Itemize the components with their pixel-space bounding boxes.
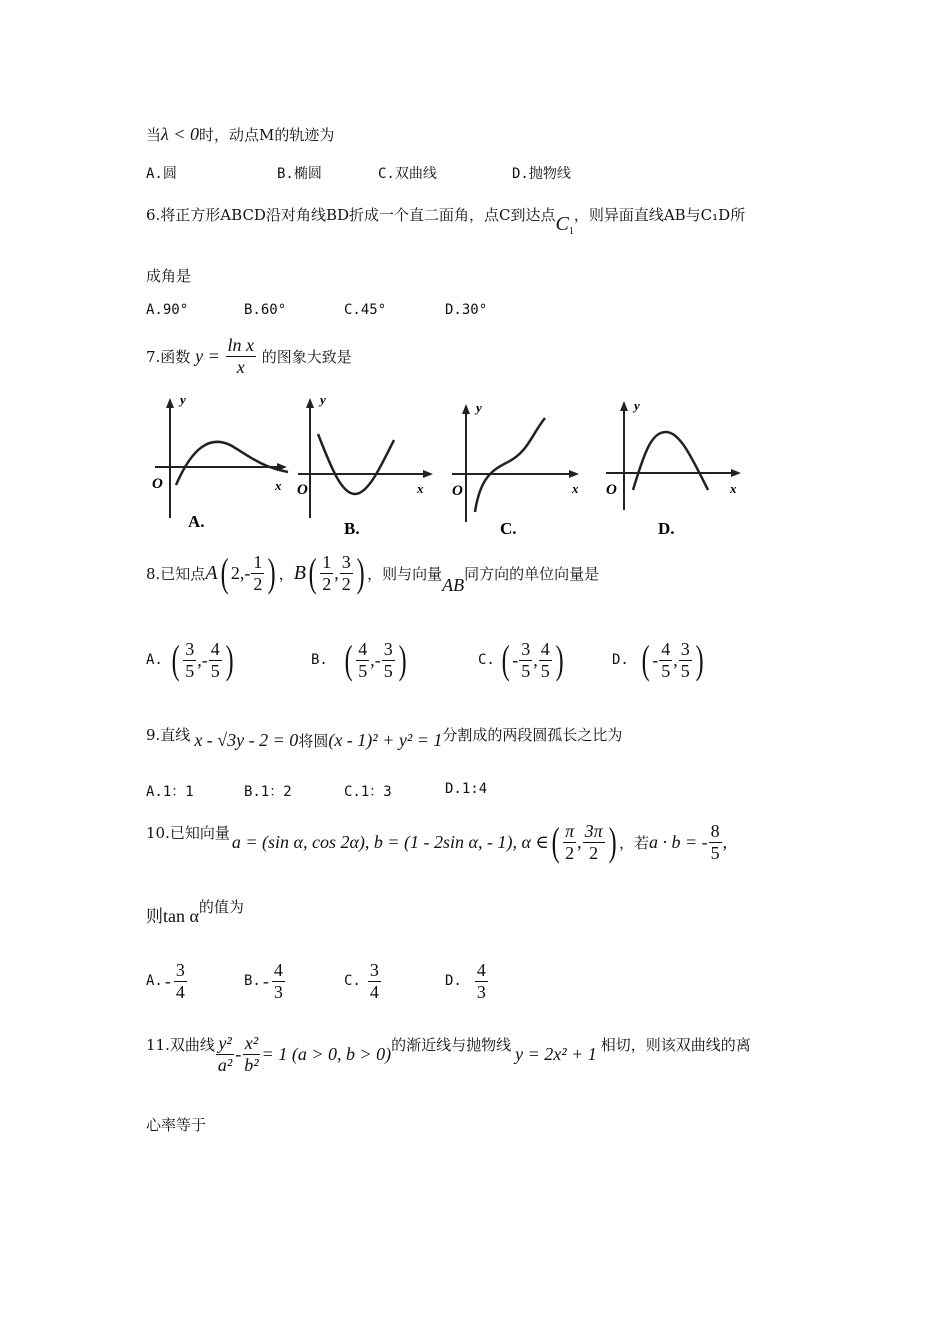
graph-b-origin: O bbox=[297, 482, 308, 498]
q8-option-c: C. ( - $\frac{3}{5}$ , $\frac{4}{5}$ ) bbox=[478, 637, 564, 683]
graph-a bbox=[152, 392, 288, 531]
q8-option-b: B. ( $\frac{4}{5}$ , - $\frac{3}{5}$ ) bbox=[311, 637, 407, 683]
q10-option-b: B. - $\frac{4}{3}$ bbox=[244, 960, 283, 1002]
graph-c-x-label: x bbox=[572, 481, 579, 496]
q5-stem: 当λ < 0时，动点M的轨迹为 bbox=[146, 124, 335, 144]
q6-stem: 6.将正方形ABCD沿对角线BD折成一个直二面角，点C到达点$C_1$，则异面直线AB与C₁D所 bbox=[146, 206, 746, 237]
q9-option-a: A.1：1 bbox=[146, 784, 194, 800]
q11-stem-line2: 心率等于 bbox=[146, 1116, 207, 1134]
graph-a-y-label: y bbox=[180, 392, 186, 407]
graph-c-y-label: y bbox=[476, 400, 482, 415]
q6-option-a: A.90° bbox=[146, 302, 189, 318]
graph-a-origin: O bbox=[152, 476, 163, 492]
graph-d-y-label: y bbox=[634, 398, 640, 413]
q9-option-d: D.1:4 bbox=[445, 781, 488, 797]
q10-option-d: D. $\frac{4}{3}$ bbox=[445, 960, 486, 1002]
q10-option-c: C. $\frac{3}{4}$ bbox=[344, 960, 379, 1002]
q6-option-d: D.30° bbox=[445, 302, 488, 318]
q7-graphs bbox=[140, 390, 760, 540]
q6-option-b: B.60° bbox=[244, 302, 287, 318]
graph-c bbox=[452, 400, 579, 538]
graph-c-origin: O bbox=[452, 483, 463, 499]
graph-b-label: B. bbox=[344, 519, 360, 538]
q5-option-a: A.圆 bbox=[146, 166, 177, 182]
q5-option-b: B.椭圆 bbox=[277, 166, 322, 182]
q7-stem: 7.函数 y = $\frac{\text{ln x}}{x}$ 的图象大致是 bbox=[146, 335, 352, 377]
q9-stem: 9.直线 x - √3y - 2 = 0将圆(x - 1)² + y² = 1分割成的两段圆孤长之比为 bbox=[146, 726, 623, 750]
q10-option-a: A. - $\frac{3}{4}$ bbox=[146, 960, 185, 1002]
graph-a-label: A. bbox=[188, 512, 205, 531]
graph-d bbox=[606, 398, 741, 538]
q8-stem: 8.已知点 A ( 2, - $\frac{1}{2}$ ) ， B ( $\frac{1}{2}$ , $\frac{3}{2}$ ) ，则与向量 AB 同方向的单位向量是 bbox=[146, 550, 600, 596]
graph-d-x-label: x bbox=[730, 481, 737, 496]
graph-d-label: D. bbox=[658, 519, 675, 538]
q10-stem: 10.已知向量 a = (sin α, cos 2α), b = (1 - 2sin α, - 1), α ∈ ( $\frac{\pi}{2}$ , $\frac{3\pi}{2}$ ) ，若 a · b = - $\frac{8}{5}$ , bbox=[146, 819, 728, 865]
graph-b-x-label: x bbox=[417, 481, 424, 496]
graph-b-y-label: y bbox=[320, 392, 326, 407]
q5-option-d: D.抛物线 bbox=[512, 166, 571, 182]
q6-stem-line2: 成角是 bbox=[146, 267, 192, 285]
q8-option-a: A. ( $\frac{3}{5}$ , - $\frac{4}{5}$ ) bbox=[146, 637, 234, 683]
q6-option-c: C.45° bbox=[344, 302, 387, 318]
graph-c-label: C. bbox=[500, 519, 517, 538]
graph-b bbox=[297, 392, 433, 538]
graph-a-x-label: x bbox=[275, 478, 282, 493]
q10-stem-line2: 则tan α的值为 bbox=[146, 898, 244, 927]
graph-d-origin: O bbox=[606, 482, 617, 498]
q9-option-b: B.1：2 bbox=[244, 784, 292, 800]
q7-fraction: $\frac{\text{ln x}}{x}$ bbox=[227, 335, 255, 377]
q9-option-c: C.1：3 bbox=[344, 784, 392, 800]
q5-option-c: C.双曲线 bbox=[378, 166, 437, 182]
q11-stem: 11.双曲线 $\frac{\text{y²}}{\text{a²}}$ - $\frac{\text{x²}}{\text{b²}}$ = 1 (a > 0, b > 0) 的渐近线与抛物线 y = 2x² + 1 相切，则该双曲线的离 bbox=[146, 1033, 751, 1075]
q8-option-d: D. ( - $\frac{4}{5}$ , $\frac{3}{5}$ ) bbox=[612, 637, 704, 683]
